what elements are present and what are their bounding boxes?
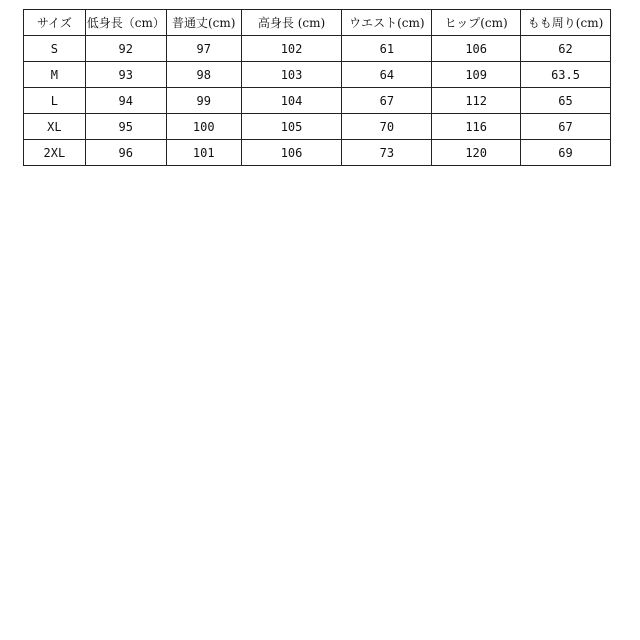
header-short-length: 低身長（cm） <box>85 10 166 36</box>
regular-length-cell: 100 <box>166 114 241 140</box>
hip-cell: 109 <box>432 62 521 88</box>
header-size: サイズ <box>24 10 86 36</box>
regular-length-cell: 97 <box>166 36 241 62</box>
size-cell: S <box>24 36 86 62</box>
thigh-cell: 63.5 <box>521 62 611 88</box>
hip-cell: 112 <box>432 88 521 114</box>
thigh-cell: 69 <box>521 140 611 166</box>
header-regular-length: 普通丈(cm) <box>166 10 241 36</box>
hip-cell: 116 <box>432 114 521 140</box>
waist-cell: 70 <box>342 114 432 140</box>
table-row <box>24 36 611 62</box>
hip-cell: 106 <box>432 36 521 62</box>
table-row <box>24 140 611 166</box>
size-cell: L <box>24 88 86 114</box>
tall-length-cell: 105 <box>241 114 342 140</box>
header-waist: ウエスト(cm) <box>342 10 432 36</box>
size-cell: 2XL <box>24 140 86 166</box>
table-row <box>24 114 611 140</box>
short-length-cell: 93 <box>85 62 166 88</box>
waist-cell: 61 <box>342 36 432 62</box>
short-length-cell: 94 <box>85 88 166 114</box>
table-row <box>24 62 611 88</box>
table-row <box>24 88 611 114</box>
header-hip: ヒップ(cm) <box>432 10 521 36</box>
regular-length-cell: 101 <box>166 140 241 166</box>
waist-cell: 64 <box>342 62 432 88</box>
waist-cell: 67 <box>342 88 432 114</box>
regular-length-cell: 99 <box>166 88 241 114</box>
short-length-cell: 96 <box>85 140 166 166</box>
short-length-cell: 92 <box>85 36 166 62</box>
waist-cell: 73 <box>342 140 432 166</box>
size-cell: XL <box>24 114 86 140</box>
header-row <box>24 10 611 36</box>
thigh-cell: 65 <box>521 88 611 114</box>
tall-length-cell: 104 <box>241 88 342 114</box>
thigh-cell: 67 <box>521 114 611 140</box>
header-tall-length: 高身長 (cm) <box>241 10 342 36</box>
tall-length-cell: 106 <box>241 140 342 166</box>
header-thigh: もも周り(cm) <box>521 10 611 36</box>
size-chart-table <box>23 9 611 166</box>
hip-cell: 120 <box>432 140 521 166</box>
tall-length-cell: 102 <box>241 36 342 62</box>
thigh-cell: 62 <box>521 36 611 62</box>
size-cell: M <box>24 62 86 88</box>
tall-length-cell: 103 <box>241 62 342 88</box>
regular-length-cell: 98 <box>166 62 241 88</box>
short-length-cell: 95 <box>85 114 166 140</box>
